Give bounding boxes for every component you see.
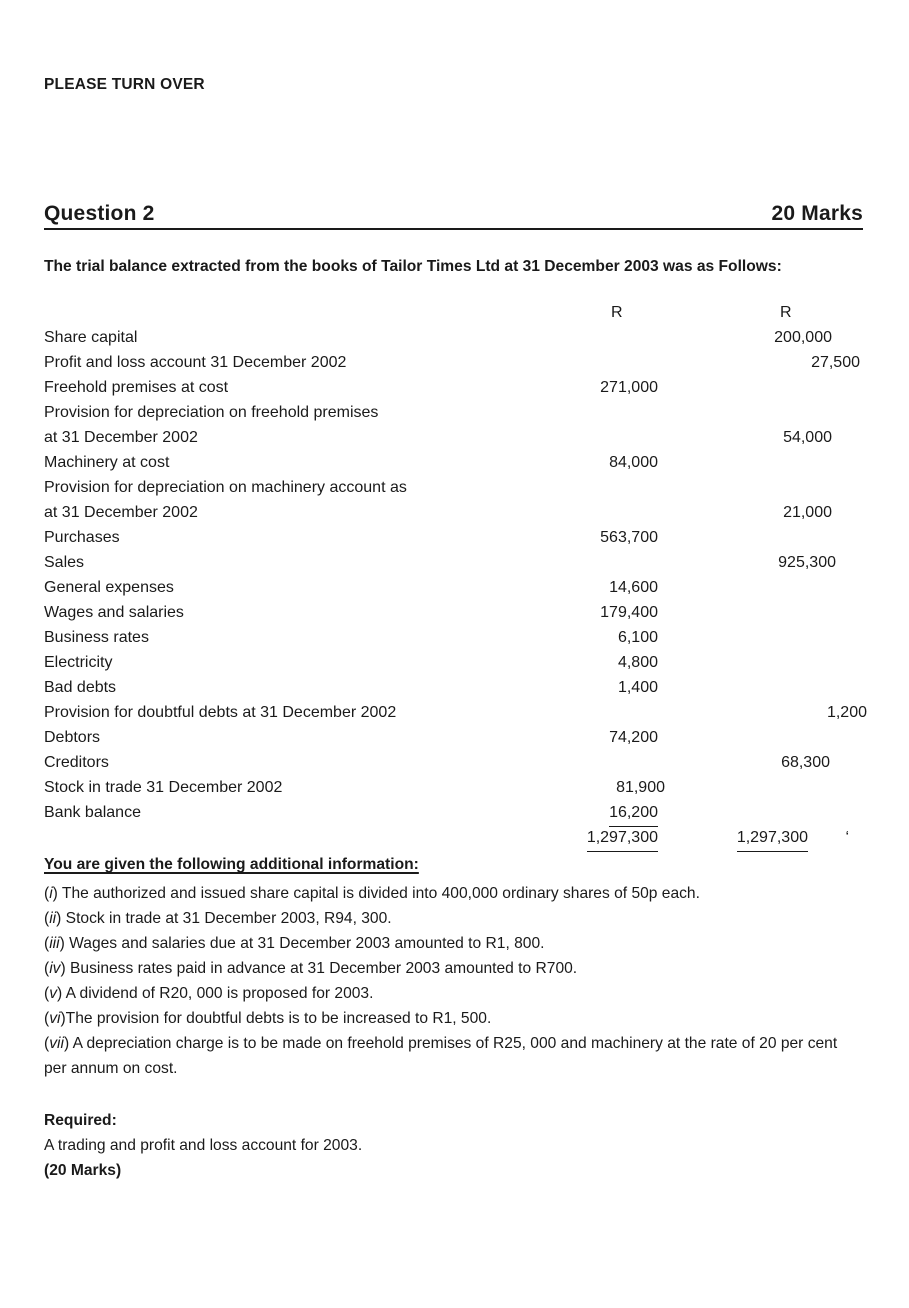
turn-over-notice: PLEASE TURN OVER — [44, 76, 205, 93]
row-label: Business rates — [44, 629, 149, 646]
table-row-totals — [44, 825, 865, 850]
required-heading: Required: — [44, 1112, 117, 1129]
table-row — [44, 500, 865, 525]
row-label: at 31 December 2002 — [44, 504, 198, 521]
debit-column-header: R — [611, 304, 623, 321]
row-credit-value: 21,000 — [783, 504, 832, 521]
row-label: Debtors — [44, 729, 101, 746]
row-debit-value: 16,200 — [609, 800, 658, 827]
trial-balance-table — [44, 300, 865, 850]
row-label: General expenses — [44, 579, 174, 596]
question-title: Question 2 — [44, 202, 155, 225]
row-debit-value: 563,700 — [600, 529, 658, 546]
row-debit-value: 179,400 — [600, 604, 658, 621]
row-label: Sales — [44, 554, 85, 571]
item-text: Business rates paid in advance at 31 December 2003 amounted to R700. — [70, 960, 578, 977]
table-row — [44, 425, 865, 450]
row-credit-value: 54,000 — [783, 429, 832, 446]
credit-column-header: R — [780, 304, 792, 321]
item-text: Stock in trade at 31 December 2003, R94, 300. — [65, 910, 392, 927]
row-credit-value: 68,300 — [781, 754, 830, 771]
item-text: A dividend of R20, 000 is proposed for 2003. — [65, 985, 374, 1002]
row-label: Electricity — [44, 654, 113, 671]
row-label: Share capital — [44, 329, 138, 346]
required-task: A trading and profit and loss account for 2003. — [44, 1137, 363, 1154]
table-row — [44, 600, 865, 625]
table-row — [44, 550, 865, 575]
question-intro-text: The trial balance extracted from the books of Tailor Times Ltd at 31 December 2003 was as Follows: — [44, 258, 782, 275]
row-credit-value: 925,300 — [778, 554, 836, 571]
row-debit-value: 1,400 — [617, 679, 658, 696]
row-label: Profit and loss account 31 December 2002 — [44, 354, 347, 371]
row-debit-value: 14,600 — [609, 579, 658, 596]
row-debit-value: 4,800 — [617, 654, 658, 671]
row-label: Stock in trade 31 December 2002 — [44, 779, 283, 796]
question-marks: 20 Marks — [771, 202, 863, 225]
information-item — [44, 1031, 859, 1081]
additional-information-list — [44, 881, 859, 1081]
table-row — [44, 775, 865, 800]
table-row — [44, 750, 865, 775]
table-row — [44, 350, 865, 375]
table-row — [44, 325, 865, 350]
additional-information-heading: You are given the following additional information: — [44, 856, 419, 873]
row-label: at 31 December 2002 — [44, 429, 198, 446]
row-label: Provision for depreciation on freehold premises — [44, 404, 379, 421]
row-label: Bank balance — [44, 804, 141, 821]
total-debit: 1,297,300 — [587, 825, 658, 852]
row-debit-value: 81,900 — [616, 779, 665, 796]
item-numeral: (vii) — [44, 1035, 73, 1052]
table-row — [44, 650, 865, 675]
item-numeral: (i) — [44, 885, 62, 902]
table-row — [44, 625, 865, 650]
item-text: The authorized and issued share capital is divided into 400,000 ordinary shares of 50p each. — [61, 885, 700, 902]
row-label: Machinery at cost — [44, 454, 170, 471]
row-label: Bad debts — [44, 679, 117, 696]
table-row — [44, 400, 865, 425]
trial-balance-rows — [44, 325, 865, 825]
table-row — [44, 575, 865, 600]
row-label: Purchases — [44, 529, 120, 546]
question-heading — [44, 202, 863, 230]
item-numeral: (ii) — [44, 910, 66, 927]
information-item — [44, 981, 859, 1006]
row-label: Provision for depreciation on machinery account as — [44, 479, 407, 496]
row-label: Creditors — [44, 754, 109, 771]
item-numeral: (vi) — [44, 1010, 66, 1027]
table-row — [44, 800, 865, 825]
item-text: Wages and salaries due at 31 December 2003 amounted to R1, 800. — [69, 935, 545, 952]
row-credit-value: 27,500 — [811, 354, 860, 371]
row-credit-value: 1,200 — [826, 704, 867, 721]
information-item — [44, 1006, 859, 1031]
row-debit-value: 74,200 — [609, 729, 658, 746]
item-text: The provision for doubtful debts is to be increased to R1, 500. — [65, 1010, 492, 1027]
table-row — [44, 450, 865, 475]
item-numeral: (iv) — [44, 960, 70, 977]
row-credit-value: 200,000 — [774, 329, 832, 346]
table-row — [44, 725, 865, 750]
information-item — [44, 931, 859, 956]
row-debit-value: 6,100 — [617, 629, 658, 646]
row-debit-value: 271,000 — [600, 379, 658, 396]
row-label: Wages and salaries — [44, 604, 184, 621]
total-credit: 1,297,300 — [737, 825, 808, 852]
table-column-headers — [44, 300, 865, 325]
row-label: Provision for doubtful debts at 31 December 2002 — [44, 704, 397, 721]
row-debit-value: 84,000 — [609, 454, 658, 471]
item-text: A depreciation charge is to be made on freehold premises of R25, 000 and machinery at the rate of 20 per cent per annum on cost. — [44, 1035, 838, 1077]
table-row — [44, 375, 865, 400]
required-section — [44, 1108, 362, 1183]
table-row — [44, 700, 865, 725]
information-item — [44, 881, 859, 906]
stray-quote-mark: ‘ — [845, 829, 849, 846]
item-numeral: (iii) — [44, 935, 70, 952]
information-item — [44, 956, 859, 981]
row-label: Freehold premises at cost — [44, 379, 229, 396]
table-row — [44, 675, 865, 700]
table-row — [44, 475, 865, 500]
required-marks: (20 Marks) — [44, 1162, 122, 1179]
item-numeral: (v) — [44, 985, 66, 1002]
table-row — [44, 525, 865, 550]
information-item — [44, 906, 859, 931]
